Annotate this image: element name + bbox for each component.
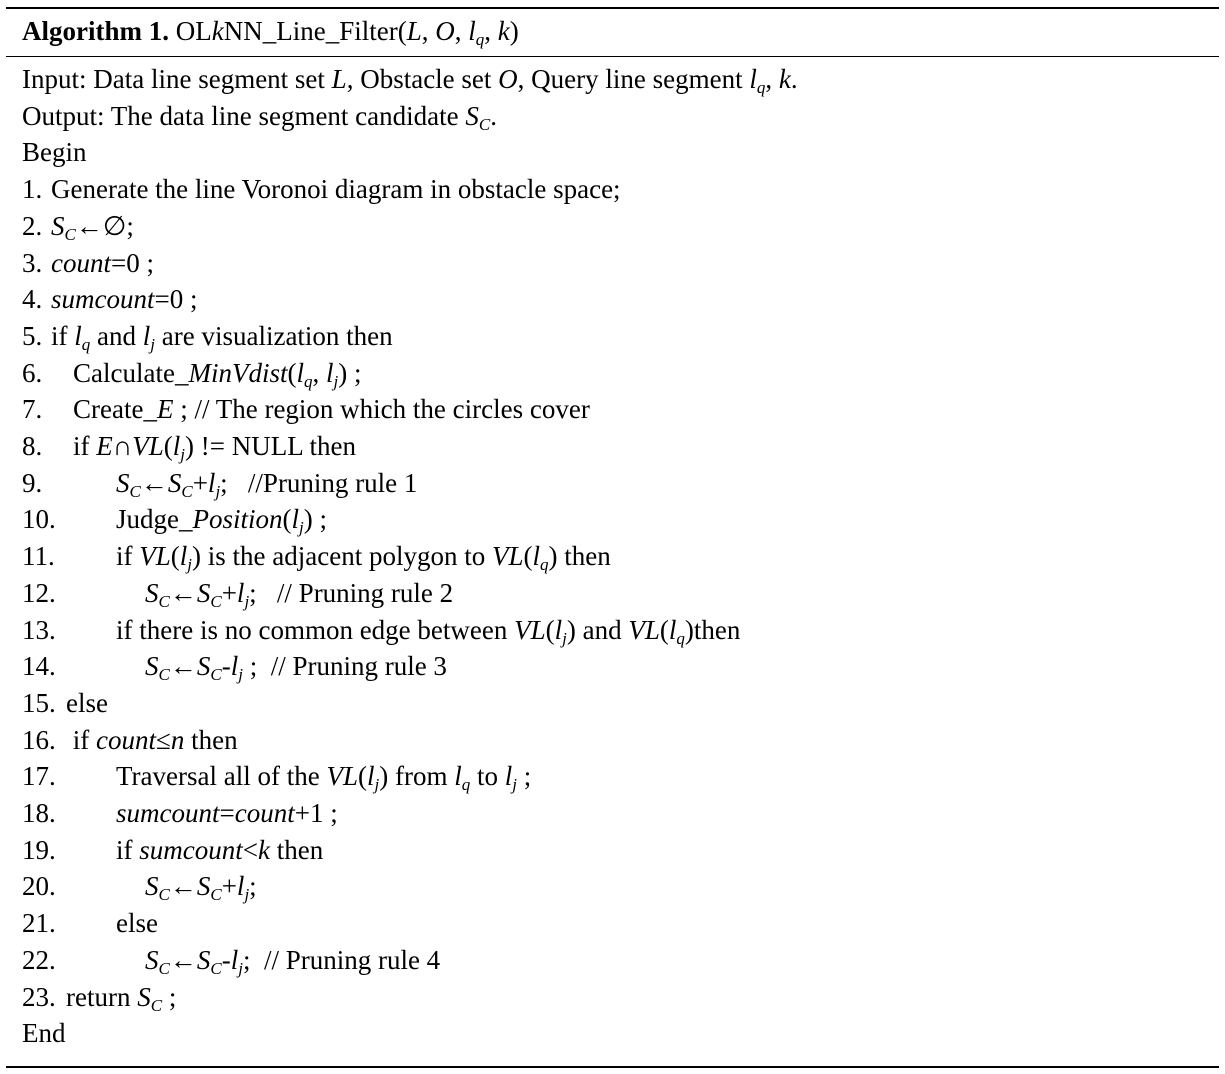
line-text: if there is no common edge between $VL(l_j)$ and $VL(l_q)then$ — [116, 614, 741, 648]
algorithm-label: Algorithm 1. — [22, 16, 169, 46]
line-number: 5. — [22, 320, 43, 351]
line-text: $Judge\_Position(l_j)$ ; — [116, 504, 328, 538]
algorithm-signature: OLkNN_Line_Filter(L, O, $l_q$, k) — [175, 16, 519, 49]
line-text: $S_C\leftarrow S_C+l_j$; // Pruning rule 2 — [145, 577, 454, 611]
line-text: if $E\cap VL(l_j)$ != NULL then — [73, 431, 356, 464]
line-text: $S_C\leftarrow\emptyset$; — [51, 210, 134, 244]
line-number: 13. — [22, 614, 56, 645]
top-rule — [6, 7, 1219, 9]
line-number: 18. — [22, 798, 56, 828]
line-number: 9. — [22, 467, 43, 498]
line-text: if sumcount<k then — [116, 834, 324, 865]
line-text: $S_C\leftarrow S_C+l_j$; — [145, 871, 257, 905]
line-text: if $l_q$ and $l_j$ are visualization then — [51, 320, 393, 354]
algorithm-title — [22, 13, 519, 49]
line-number: 10. — [22, 504, 56, 535]
line-number: 23. — [22, 981, 56, 1012]
line-text: Generate the line Voronoi diagram in obstacle space; — [51, 174, 621, 205]
line-text: sumcount=0 ; — [51, 284, 198, 315]
line-text: Begin — [22, 137, 87, 168]
line-text: else — [66, 687, 108, 718]
line-text: if $VL(l_j)$ is the adjacent polygon to $VL(l_q)$ then — [116, 541, 611, 575]
line-number: 20. — [22, 871, 56, 902]
line-text: Input: Data line segment set L, Obstacle set O, Query line segment $l_q$, k. — [22, 64, 798, 97]
line-text: Traversal all of the $VL(l_j)$ from $l_q$ to $l_j$ ; — [116, 761, 532, 795]
line-number: 3. — [22, 247, 43, 278]
line-number: 17. — [22, 761, 56, 792]
line-text: $Calculate\_MinVdist(l_q$, $l_j$) ; — [73, 357, 362, 391]
line-number: 4. — [22, 284, 43, 315]
line-number: 21. — [22, 908, 56, 939]
line-number: 14. — [22, 651, 56, 682]
line-number: 12. — [22, 577, 56, 608]
line-text: Create_E ; // The region which the circles cover — [73, 394, 590, 425]
line-number: 11. — [22, 541, 55, 572]
line-number: 22. — [22, 944, 56, 975]
line-text: sumcount=count+1 ; — [116, 798, 338, 828]
line-number: 1. — [22, 174, 43, 205]
header-rule — [6, 56, 1219, 57]
line-text: return $S_C$ ; — [66, 981, 177, 1015]
line-number: 6. — [22, 357, 43, 388]
line-number: 19. — [22, 834, 56, 865]
line-number: 15. — [22, 687, 56, 718]
line-text: count=0 ; — [51, 247, 154, 278]
line-text: Output: The data line segment candidate $S_C$. — [22, 100, 497, 134]
line-text: $S_C\leftarrow S_C-l_j$ ; // Pruning rule 3 — [145, 651, 447, 685]
line-number: 16. — [22, 724, 56, 755]
bottom-rule — [6, 1066, 1219, 1068]
line-number: 2. — [22, 210, 43, 241]
line-text: $S_C\leftarrow S_C+l_j$; //Pruning rule 1 — [116, 467, 418, 501]
line-text: End — [22, 1018, 66, 1049]
line-text: $S_C\leftarrow S_C-l_j$; // Pruning rule 4 — [145, 944, 441, 978]
algorithm-name: OLkNN_Line_Filter — [175, 16, 398, 46]
line-text: if count≤n then — [66, 724, 238, 755]
line-text: else — [116, 908, 158, 939]
line-number: 7. — [22, 394, 43, 425]
line-number: 8. — [22, 431, 43, 461]
